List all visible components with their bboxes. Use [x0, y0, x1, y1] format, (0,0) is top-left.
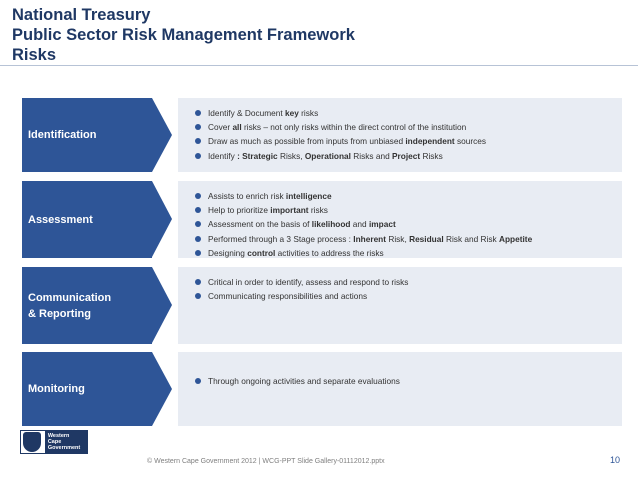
framework-row	[22, 98, 622, 172]
round-bullet-icon	[195, 236, 201, 242]
title-line-2: Public Sector Risk Management Framework	[12, 26, 355, 44]
crest-icon	[23, 432, 41, 452]
title-line-3: Risks	[12, 46, 57, 64]
list-item	[206, 189, 622, 203]
page-number: 10	[610, 455, 621, 465]
wcg-logo	[20, 430, 88, 454]
bullet-text: Risk,	[386, 233, 410, 244]
row-label: Communication & Reporting	[22, 267, 152, 344]
list-item	[206, 232, 622, 246]
bullet-text: Risks	[420, 150, 443, 161]
bullet-text: risks	[308, 205, 328, 216]
row-content	[178, 352, 622, 426]
bullet-text: Project	[392, 150, 421, 161]
bullet-text: Identify & Document	[208, 108, 286, 118]
bullet-text: : Strategic	[237, 150, 278, 161]
bullet-text: intelligence	[285, 191, 332, 201]
bullet-text: sources	[454, 136, 487, 147]
round-bullet-icon	[195, 207, 201, 213]
list-item	[206, 106, 622, 120]
title-line-1: National Treasury	[12, 6, 151, 24]
round-bullet-icon	[195, 378, 201, 384]
bullet-text: important	[270, 205, 309, 216]
round-bullet-icon	[195, 153, 201, 159]
bullet-list	[206, 374, 622, 388]
footer-text: © Western Cape Government 2012 | WCG-PPT Slide Gallery-01112012.pptx	[147, 458, 385, 465]
list-item	[206, 217, 622, 231]
bullet-text: Inherent	[353, 233, 387, 244]
bullet-text: Cover	[208, 122, 233, 133]
bullet-text: Residual	[409, 233, 444, 244]
row-label: Identification	[22, 98, 152, 172]
list-item	[206, 149, 622, 163]
round-bullet-icon	[195, 279, 201, 285]
framework-row	[22, 181, 622, 258]
bullet-text: Critical in order to identify, assess and respond to risks	[208, 277, 409, 287]
bullet-text: Appetite	[499, 233, 533, 244]
bullet-text: Performed through a 3 Stage process :	[208, 233, 354, 244]
row-arrow	[152, 267, 172, 343]
bullet-list	[206, 189, 622, 260]
bullet-text: likelihood	[311, 219, 351, 230]
round-bullet-icon	[195, 250, 201, 256]
list-item	[206, 246, 622, 260]
bullet-text: Assists to enrich risk	[208, 191, 286, 201]
list-item	[206, 134, 622, 148]
framework-row	[22, 267, 622, 344]
bullet-text: key	[285, 108, 299, 118]
round-bullet-icon	[195, 110, 201, 116]
row-content	[178, 181, 622, 258]
row-arrow	[152, 352, 172, 426]
bullet-text: Assessment on the basis of	[208, 219, 312, 230]
row-arrow	[152, 98, 172, 172]
bullet-text: Draw as much as possible from inputs from unbiased	[208, 136, 406, 147]
list-item	[206, 120, 622, 134]
bullet-text: Help to prioritize	[208, 205, 271, 216]
bullet-list	[206, 106, 622, 163]
bullet-text: activities to address the risks	[275, 247, 384, 258]
bullet-text: all	[232, 122, 242, 133]
round-bullet-icon	[195, 124, 201, 130]
bullet-text: control	[247, 247, 276, 258]
round-bullet-icon	[195, 221, 201, 227]
row-content	[178, 98, 622, 172]
round-bullet-icon	[195, 293, 201, 299]
list-item	[206, 203, 622, 217]
bullet-text: risks	[298, 108, 319, 118]
slide-title	[12, 5, 355, 65]
bullet-list	[206, 275, 622, 303]
bullet-text: Risk and Risk	[443, 233, 499, 244]
row-arrow	[152, 181, 172, 257]
bullet-text: Communicating responsibilities and actions	[208, 291, 368, 302]
bullet-text: Risks,	[277, 150, 305, 161]
list-item	[206, 289, 622, 303]
bullet-text: Designing	[208, 247, 248, 258]
logo-text: Western Cape Government	[45, 431, 87, 453]
row-content	[178, 267, 622, 344]
bullet-text: Operational	[304, 150, 351, 161]
list-item	[206, 275, 622, 289]
list-item	[206, 374, 622, 388]
row-label: Monitoring	[22, 352, 152, 426]
bullet-text: risks – not only risks within the direct control of the institution	[241, 122, 467, 133]
title-divider	[0, 65, 638, 66]
bullet-text: independent	[405, 136, 455, 147]
bullet-text: impact	[368, 219, 396, 230]
round-bullet-icon	[195, 138, 201, 144]
framework-row	[22, 352, 622, 426]
bullet-text: Risks and	[350, 150, 392, 161]
bullet-text: and	[350, 219, 369, 230]
round-bullet-icon	[195, 193, 201, 199]
bullet-text: Through ongoing activities and separate evaluations	[208, 376, 400, 386]
bullet-text: Identify	[208, 150, 238, 161]
row-label: Assessment	[22, 181, 152, 258]
